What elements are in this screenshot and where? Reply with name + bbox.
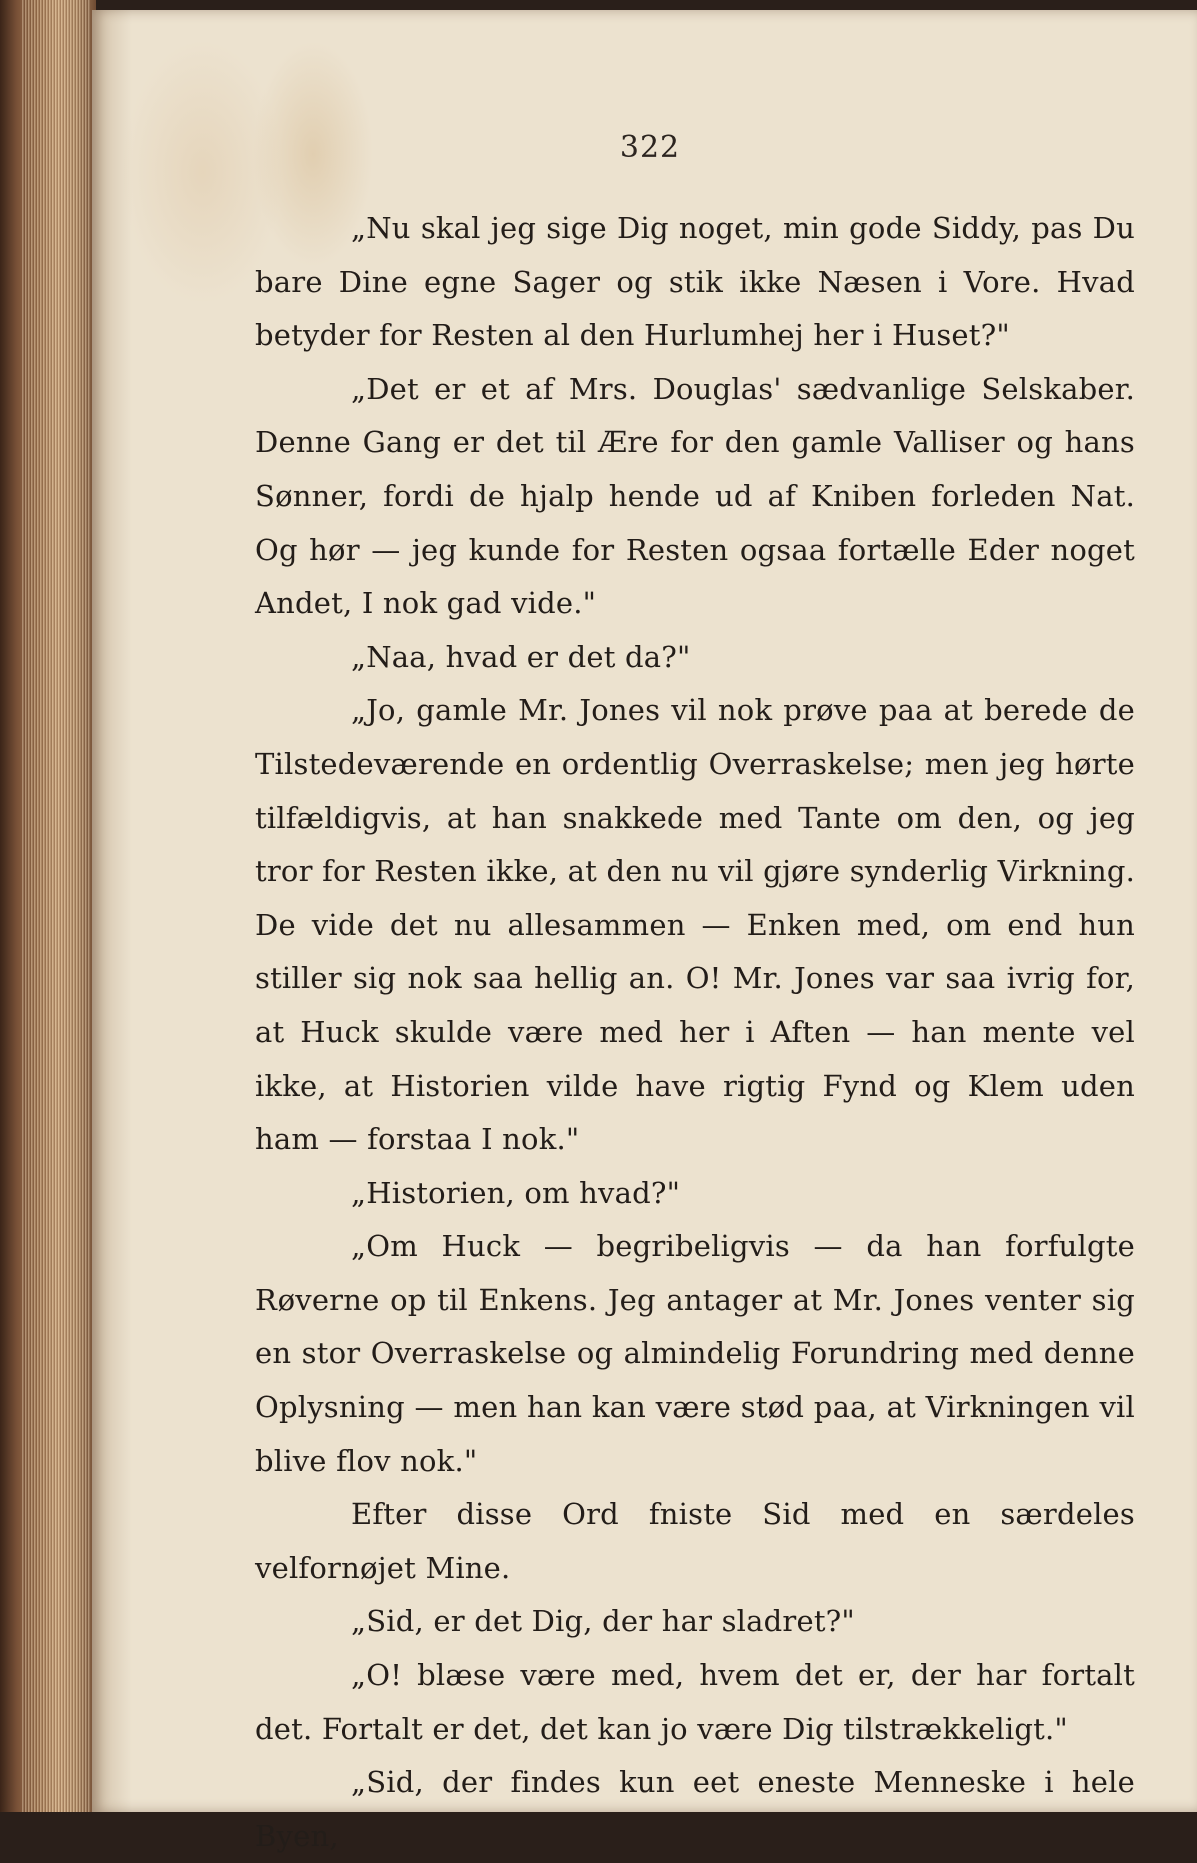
page-edges [22, 0, 90, 1812]
paragraph-2: „Det er et af Mrs. Douglas' sædvanlige Selskaber. Denne Gang er det til Ære for den gamle Valliser og hans Sønner, fordi de hjalp hende ud af Kniben forleden Nat. Og hør — jeg kunde for Resten ogsaa fortælle Eder noget Andet, I nok gad vide." [255, 371, 1135, 621]
paragraph-7: Efter disse Ord fniste Sid med en særdeles velfornøjet Mine. [255, 1497, 1135, 1585]
page-number: 322 [619, 130, 681, 165]
paragraph-10: „Sid, der findes kun eet eneste Menneske i hele Byen, [255, 1765, 1135, 1853]
paragraph-4: „Jo, gamle Mr. Jones vil nok prøve paa at berede de Tilstedeværende en ordentlig Overraskelse; men jeg hørte tilfældigvis, at han snakkede med Tante om den, og jeg tror for Resten ikke, at den nu vil gjøre synderlig Virkning. De vide det nu allesammen — Enken med, om end hun stiller sig nok saa hellig an. O! Mr. Jones var saa ivrig for, at Huck skulde være med her i Aften — han mente vel ikke, at Historien vilde have rigtig Fynd og Klem uden ham — forstaa I nok." [255, 693, 1135, 1157]
paragraph-6: „Om Huck — begribeligvis — da han forfulgte Røverne op til Enkens. Jeg antager at Mr. Jones venter sig en stor Overraskelse og almindelig Forundring med denne Oplysning — men han kan være stød paa, at Virkningen vil blive flov nok." [255, 1229, 1135, 1478]
body-text [255, 202, 1135, 1863]
paragraph-9: „O! blæse være med, hvem det er, der har fortalt det. Fortalt er det, det kan jo være Dig tilstrækkeligt." [255, 1658, 1135, 1746]
paragraph-3: „Naa, hvad er det da?" [351, 639, 691, 674]
paragraph-8: „Sid, er det Dig, der har sladret?" [351, 1604, 855, 1639]
paragraph-1: „Nu skal jeg sige Dig noget, min gode Siddy, pas Du bare Dine egne Sager og stik ikke Næsen i Vore. Hvad betyder for Resten al den Hurlumhej her i Huset?" [255, 211, 1135, 353]
paragraph-5: „Historien, om hvad?" [351, 1175, 681, 1210]
